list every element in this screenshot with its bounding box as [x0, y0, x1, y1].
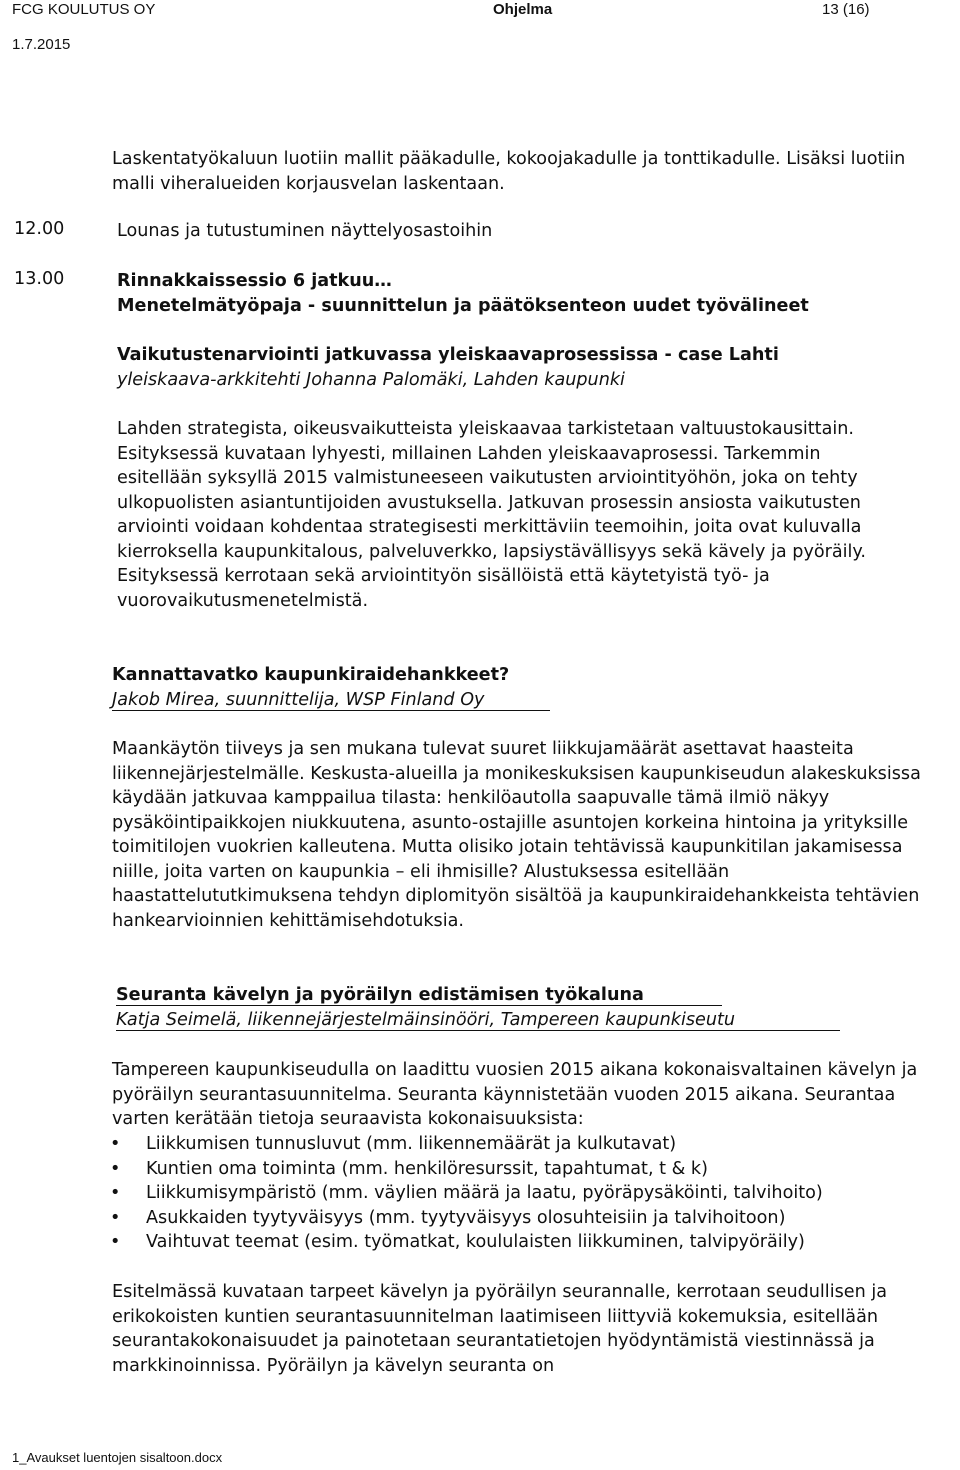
talk1-title: Vaikutustenarviointi jatkuvassa yleiskaavaprosessissa - case Lahti: [117, 345, 779, 365]
workshop-title: Menetelmätyöpaja - suunnittelun ja päätöksenteon uudet työvälineet: [117, 296, 809, 316]
list-item: • Vaihtuvat teemat (esim. työmatkat, koululaisten liikkuminen, talvipyöräily): [112, 1230, 947, 1255]
list-item: • Liikkumisympäristö (mm. väylien määrä ja laatu, pyöräpysäköinti, talvihoito): [112, 1181, 947, 1206]
header-page-number: 13 (16): [822, 1, 870, 18]
header-title: Ohjelma: [493, 1, 553, 18]
bullet-icon: •: [110, 1134, 121, 1154]
talk2-body: Maankäytön tiiveys ja sen mukana tulevat suuret liikkujamäärät asettavat haasteita liikennejärjestelmälle. Keskusta-alueilla ja monikeskuksisen kaupunkiseudun alakeskuksissa käydään jatkuvaa kamppailua tilasta: henkilöautolla saapuvalle tämä ilmiö näkyy pysäköintipaikkojen niukkuutena, asunto-ostajille asuntojen korkeina hintoina ja yrityksille toimitilojen vuokrien kalleutena. Mutta olisiko jotain tehtävissä kaupunkitilan jakamisessa niille, joita varten on kaupunkia – eli ihmisille? Alustuksessa esitellään haastattelututkimuksena tehdyn diplomityön sisältöä ja kaupunkiraidehankkeista tehtävien hankearvioinnien kehittämisehdotuksia.: [112, 739, 921, 931]
list-item: • Asukkaiden tyytyväisyys (mm. tyytyväisyys olosuhteisiin ja talvihoitoon): [112, 1206, 947, 1231]
talk2-speaker: Jakob Mirea, suunnittelija, WSP Finland Oy: [112, 690, 485, 710]
talk3-title: Seuranta kävelyn ja pyöräilyn edistämisen työkaluna: [116, 985, 644, 1005]
talk2-title: Kannattavatko kaupunkiraidehankkeet?: [112, 665, 510, 685]
talk2-speaker-underline: [112, 710, 550, 711]
schedule-item-2: Rinnakkaissessio 6 jatkuu…: [117, 271, 392, 291]
talk3-title-underline: [116, 1005, 722, 1006]
talk3-body-continued: Esitelmässä kuvataan tarpeet kävelyn ja pyöräilyn seurannalle, kerrotaan seudullisen ja erikokoisten kuntien seurantasuunnitelman laatimiseen liittyviä kokemuksia, esitellään seurantakokonaisuudet ja painotetaan seurantatietojen hyödyntämistä viestinnässä ja markkinoinnissa. Pyöräilyn ja kävelyn seuranta on: [112, 1282, 887, 1376]
schedule-item-1: Lounas ja tutustuminen näyttelyosastoihin: [117, 221, 493, 241]
list-item: • Liikkumisen tunnusluvut (mm. liikennemäärät ja kulkutavat): [112, 1132, 947, 1157]
list-item: • Kuntien oma toiminta (mm. henkilöresurssit, tapahtumat, t & k): [112, 1157, 947, 1182]
schedule-time-1: 12.00: [14, 219, 65, 239]
talk3-body: Tampereen kaupunkiseudulla on laadittu vuosien 2015 aikana kokonaisvaltainen kävelyn ja pyöräilyn seurantasuunnitelma. Seuranta käynnistetään vuoden 2015 aikana. Seurantaa varten kerätään tietoja seuraavista kokonaisuuksista:: [112, 1060, 918, 1129]
bullet-icon: •: [110, 1232, 121, 1252]
bullet-icon: •: [110, 1207, 121, 1228]
talk3-speaker-underline: [116, 1030, 840, 1031]
header-company: FCG KOULUTUS OY: [12, 1, 156, 18]
talk3-bullet-list: [112, 1132, 947, 1255]
footer-filename: 1_Avaukset luentojen sisaltoon.docx: [12, 1450, 223, 1465]
schedule-time-2: 13.00: [14, 269, 65, 289]
talk3-speaker: Katja Seimelä, liikennejärjestelmäinsinööri, Tampereen kaupunkiseutu: [116, 1010, 736, 1030]
bullet-icon: •: [110, 1183, 121, 1203]
talk1-speaker: yleiskaava-arkkitehti Johanna Palomäki, Lahden kaupunki: [117, 370, 625, 390]
bullet-icon: •: [110, 1158, 121, 1179]
talk1-body: Lahden strategista, oikeusvaikutteista yleiskaavaa tarkistetaan valtuustokausittain. Esityksessä kuvataan lyhyesti, millainen Lahden yleiskaavaprosessi. Tarkemmin esitellään syksyllä 2015 valmistuneeseen vaikutusten arviointityöhön, joka on tehty ulkopuolisten asiantuntijoiden avustuksella. Jatkuvan prosessin ansiosta vaikutusten arviointi voidaan kohdentaa strategisesti merkittäviin teemoihin, joita ovat kuluvalla kierroksella kaupunkitalous, palveluverkko, lapsiystävällisyys sekä kävely ja pyöräily. Esityksessä kerrotaan sekä arviointityön sisällöistä että käytetyistä työ- ja vuorovaikutusmenetelmistä.: [117, 419, 866, 611]
header-date: 1.7.2015: [12, 36, 71, 53]
intro-paragraph: Laskentatyökaluun luotiin mallit pääkadulle, kokoojakadulle ja tonttikadulle. Lisäksi luotiin malli viheralueiden korjausvelan laskentaan.: [112, 149, 906, 194]
